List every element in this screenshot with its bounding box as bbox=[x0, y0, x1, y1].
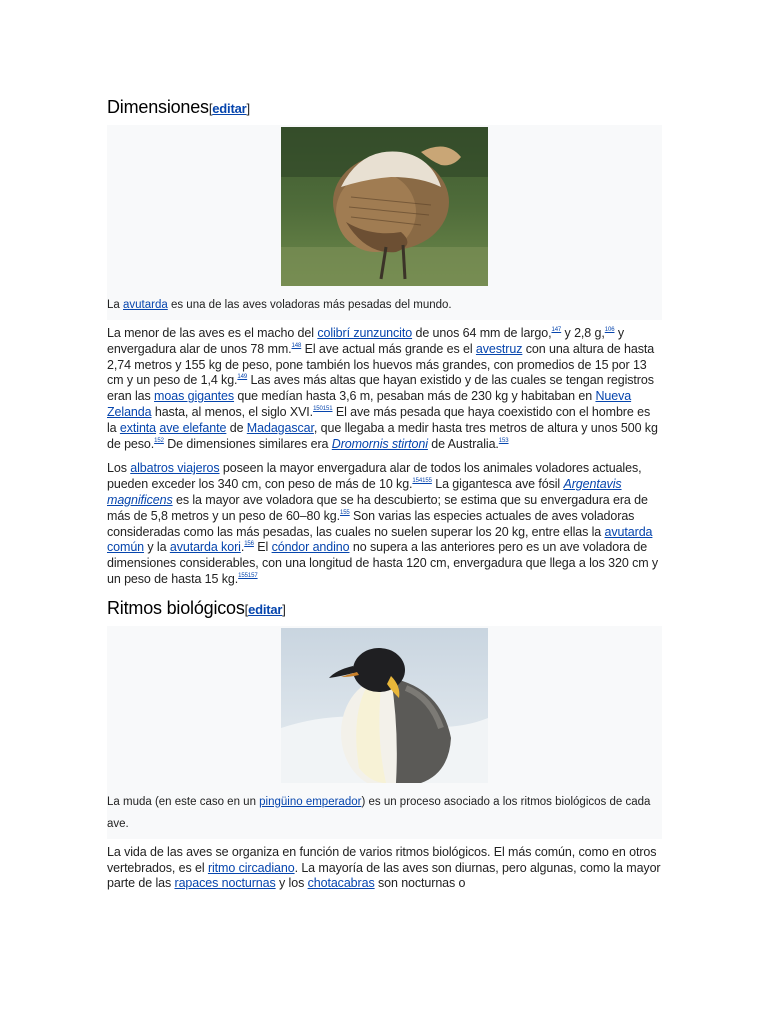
link-albatros-viajeros[interactable]: albatros viajeros bbox=[130, 461, 220, 476]
link-nueva-zelanda[interactable]: Nueva Zelanda bbox=[107, 389, 632, 419]
link-ritmo-circadiano[interactable]: ritmo circadiano bbox=[207, 860, 295, 875]
link-argentavis-magnificens[interactable]: Argentavis magnificens bbox=[107, 477, 622, 507]
link-ave-elefante[interactable]: ave elefante bbox=[159, 420, 227, 435]
link-pinguino-emperador[interactable]: pingüino emperador bbox=[259, 795, 362, 808]
reference-link[interactable]: 155157 bbox=[238, 572, 258, 579]
link-avutarda[interactable]: avutarda bbox=[123, 299, 168, 311]
reference-link[interactable]: 148 bbox=[291, 342, 302, 349]
reference-link[interactable]: 149 bbox=[237, 374, 248, 381]
figure-caption: La avutarda es una de las aves voladoras más pesadas del mundo. bbox=[107, 299, 452, 311]
paragraph: La menor de las aves es el macho del colibrí zunzuncito de unos 64 mm de largo,$^{147}$ y 2,8 g,$^{106}$ y envergadura alar de unos 78 mm.$^{148}$ El ave actual más grande es el avestruz con una altura de hasta 2,74 metros y 155 kg de peso, pone también los huevos más grandes, con promedios de 15 por 13 cm y un peso de 1,4 kg.$^{149}$ Las aves más altas que hayan existido y de las cuales se tengan registros eran las moas gigantes que medían hasta 3,6 m, pesaban más de 230 kg y habitaban en Nueva Zelanda hasta, al menos, el siglo XVI.$^{150151}$ El ave más pesada que haya coexistido con el hombre es la extinta ave elefante de Madagascar, que llegaba a medir hasta tres metros de altura y unos 500 kg de peso.$^{152}$ De dimensiones similares era Dromornis stirtoni de Australia.$^{153}$ bbox=[107, 326, 658, 451]
reference-link[interactable]: 147 bbox=[551, 327, 562, 333]
edit-section-link[interactable]: editar bbox=[248, 601, 283, 617]
link-madagascar[interactable]: Madagascar bbox=[246, 420, 314, 435]
figure-caption: La muda (en este caso en un pingüino emperador) es un proceso asociado a los ritmos biológicos de cada ave. bbox=[107, 795, 651, 830]
figure-avutarda bbox=[107, 125, 662, 320]
pinguino-emperador-image[interactable] bbox=[281, 628, 488, 783]
link-condor-andino[interactable]: cóndor andino bbox=[271, 540, 350, 555]
section-heading-ritmos-biologicos: Ritmos biológicos[editar] bbox=[107, 597, 286, 618]
link-colibri-zunzuncito[interactable]: colibrí zunzuncito bbox=[317, 326, 413, 340]
reference-link[interactable]: 152 bbox=[154, 437, 164, 444]
edit-section-link-wrapper: [editar] bbox=[208, 101, 250, 116]
edit-section-link-wrapper: [editar] bbox=[244, 601, 286, 617]
link-extinta[interactable]: extinta bbox=[119, 420, 157, 435]
figure-pinguino bbox=[107, 626, 662, 839]
reference-link[interactable]: 154155 bbox=[412, 478, 432, 485]
reference-link[interactable]: 153 bbox=[498, 437, 509, 444]
reference-link[interactable]: 156 bbox=[244, 541, 254, 548]
reference-link[interactable]: 155 bbox=[339, 509, 350, 516]
reference-link[interactable]: 106 bbox=[604, 327, 615, 333]
link-avestruz[interactable]: avestruz bbox=[475, 341, 523, 356]
article-body bbox=[107, 96, 662, 892]
link-avutarda-kori[interactable]: avutarda kori bbox=[169, 540, 241, 555]
edit-section-link[interactable]: editar bbox=[212, 101, 247, 116]
link-moas-gigantes[interactable]: moas gigantes bbox=[154, 389, 235, 404]
avutarda-image[interactable] bbox=[281, 127, 488, 286]
link-avutarda-comun[interactable]: avutarda común bbox=[107, 524, 653, 555]
paragraph: La vida de las aves se organiza en función de varios ritmos biológicos. El más común, como en otros vertebrados, es el ritmo circadiano. La mayoría de las aves son diurnas, pero algunas, como la mayor parte de las rapaces nocturnas y los chotacabras son nocturnas o bbox=[107, 844, 661, 891]
section-heading-dimensiones: Dimensiones[editar] bbox=[107, 97, 250, 117]
paragraph: Los albatros viajeros poseen la mayor envergadura alar de todos los animales voladores actuales, pueden exceder los 340 cm, con peso de más de 10 kg.$^{154155}$ La gigantesca ave fósil Argentavis magnificens es la mayor ave voladora que se ha descubierto; se estima que su envergadura era de más de 5,8 metros y un peso de 60–80 kg.$^{155}$ Son varias las especies actuales de aves voladoras consideradas como las más pesadas, las cuales no suelen superar los 20 kg, entre ellas la avutarda común y la avutarda kori.$^{156}$ El cóndor andino no supera a las anteriores pero es un ave voladora de dimensiones considerables, con una longitud de hasta 120 cm, envergadura que llega a los 320 cm y un peso de hasta 15 kg.$^{155157}$ bbox=[107, 461, 659, 586]
link-chotacabras[interactable]: chotacabras bbox=[307, 876, 375, 891]
reference-link[interactable]: 150151 bbox=[313, 405, 333, 412]
link-dromornis-stirtoni[interactable]: Dromornis stirtoni bbox=[331, 436, 428, 451]
link-rapaces-nocturnas[interactable]: rapaces nocturnas bbox=[174, 876, 276, 891]
